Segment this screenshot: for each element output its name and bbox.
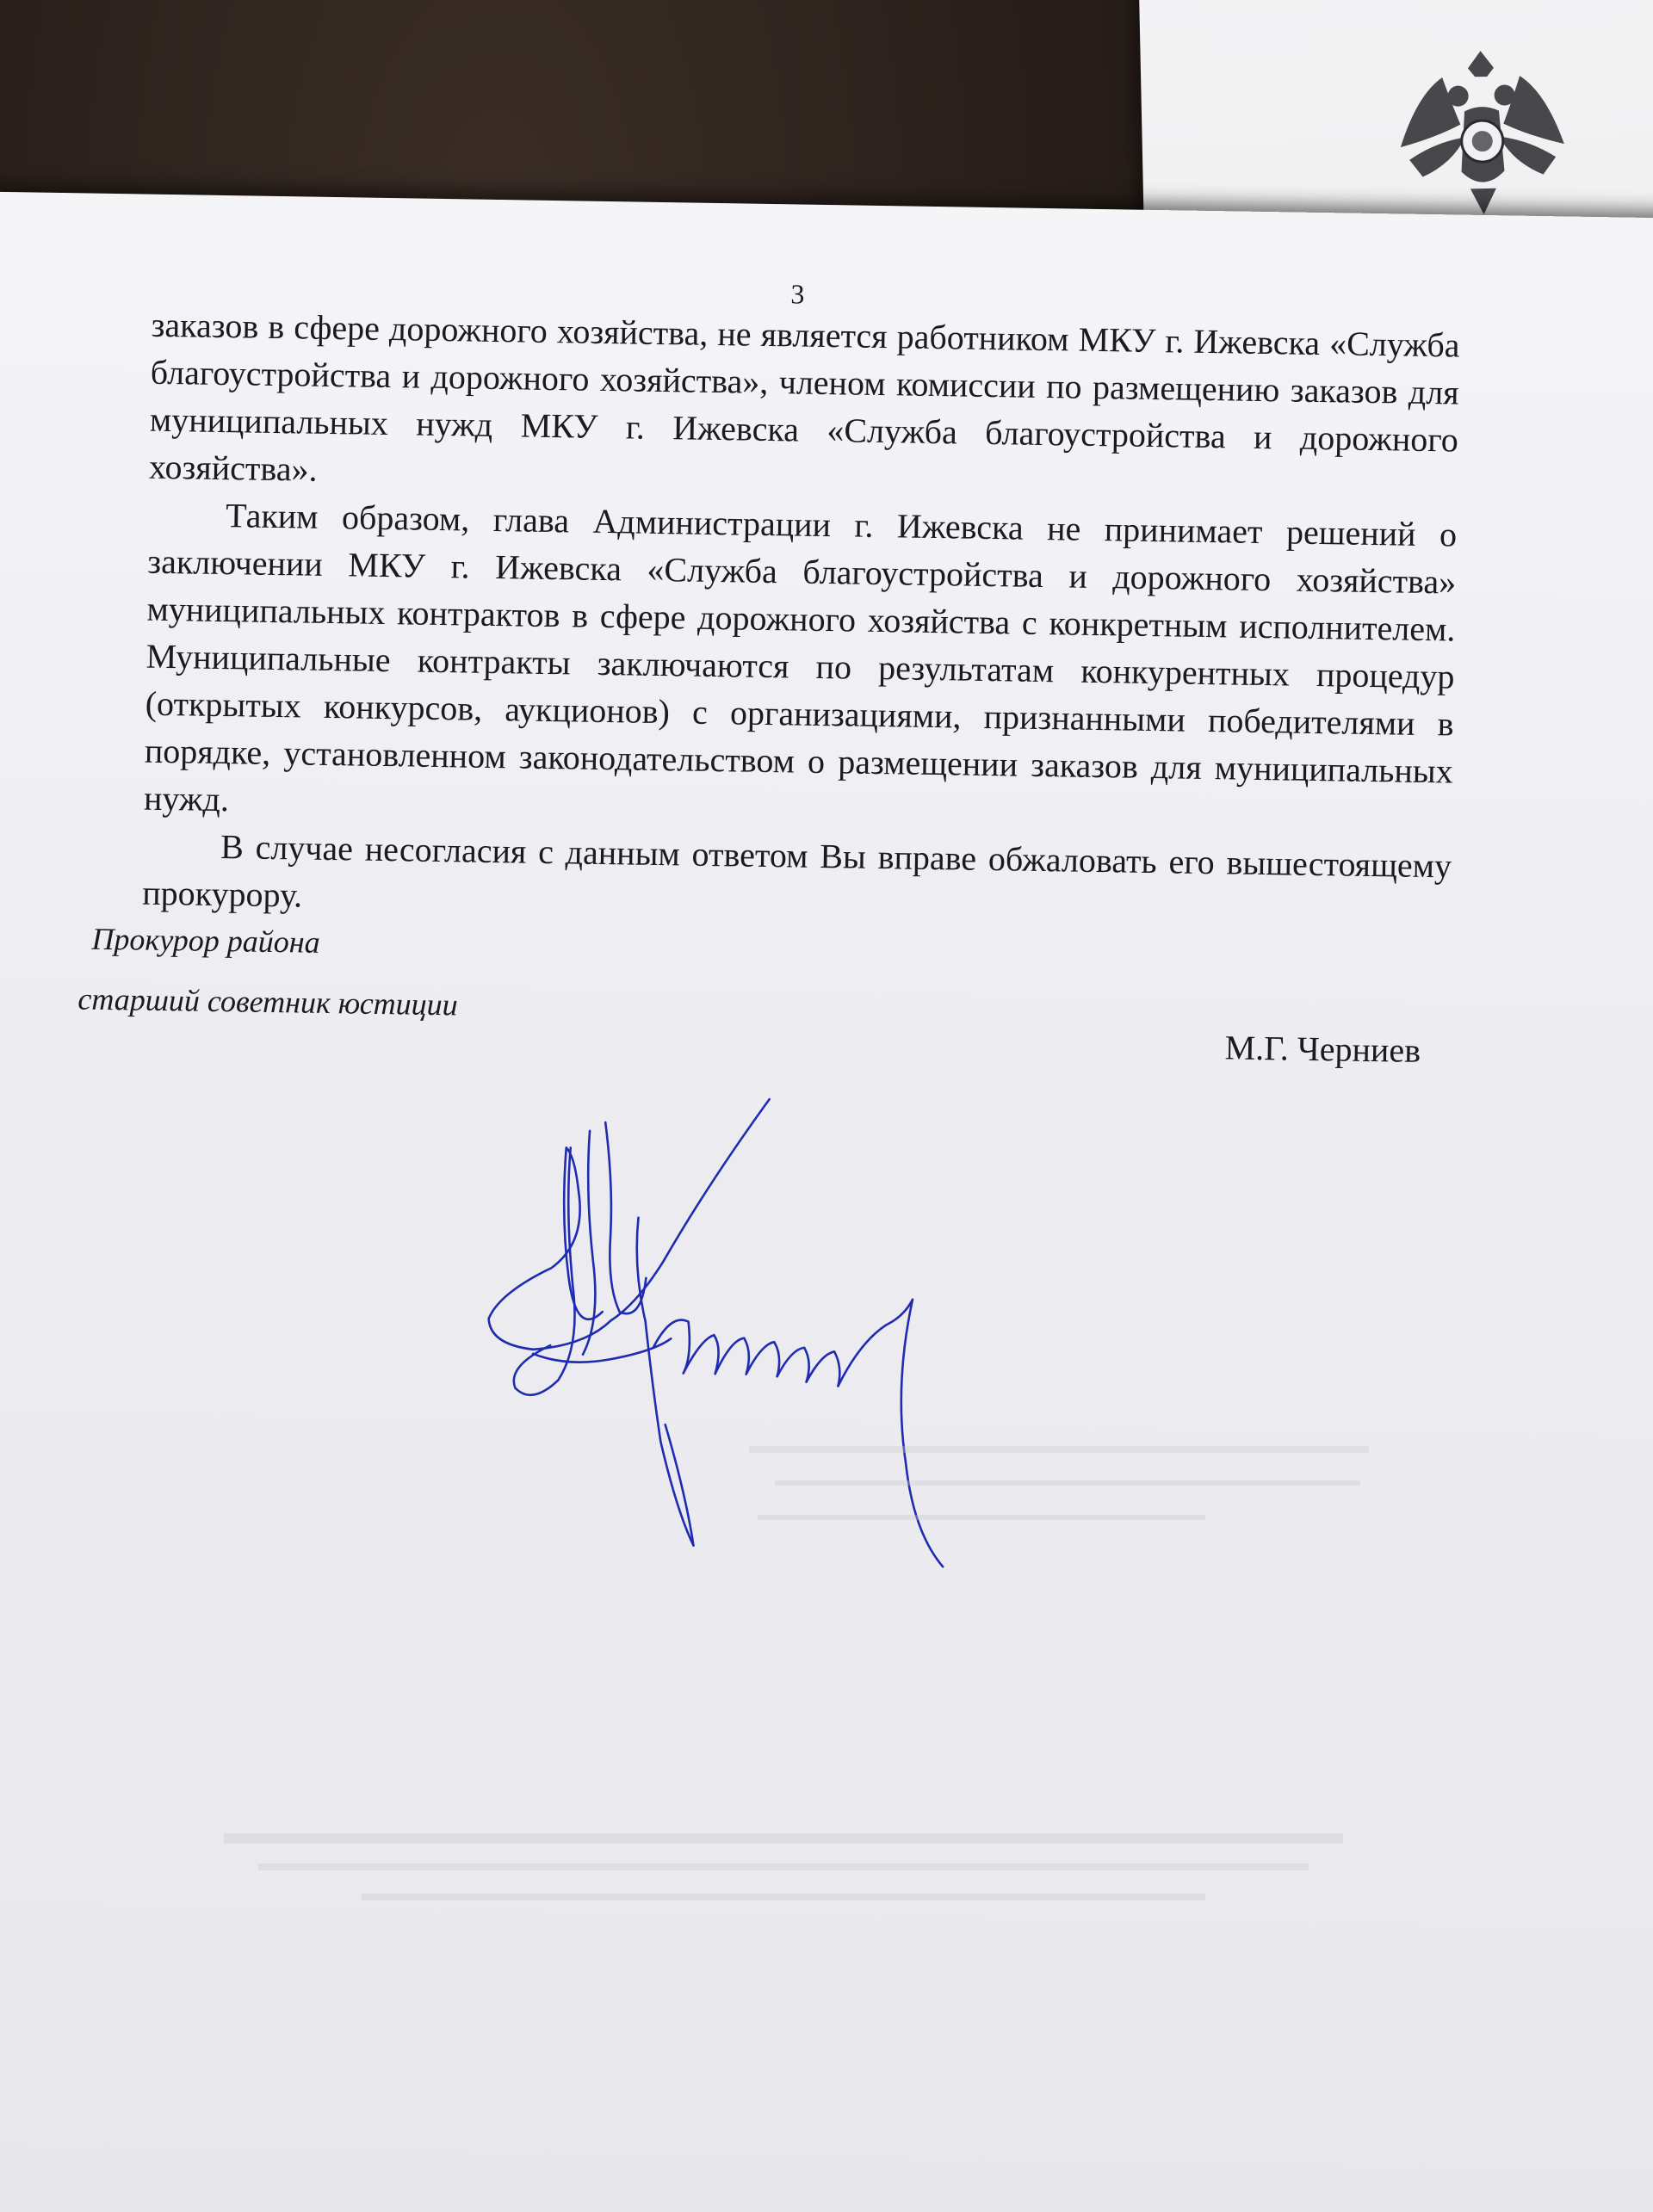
document-body [142, 301, 1460, 937]
signer-position: Прокурор района [91, 921, 320, 960]
paragraph-1: заказов в сфере дорожного хозяйства, не является работником МКУ г. Ижевска «Служба благоустройства и дорожного хозяйства», членом комиссии по размещению заказов для муниципальных нужд МКУ г. Ижевска «Служба благоустройства и дорожного хозяйства». [148, 305, 1460, 489]
page-number: 3 [790, 278, 805, 310]
handwritten-signature [478, 1060, 1106, 1603]
document-page [0, 191, 1653, 2212]
signer-name: М.Г. Черниев [1224, 1028, 1421, 1070]
paragraph-3: В случае несогласия с данным ответом Вы вправе обжаловать его вышестоящему прокурору. [141, 827, 1452, 915]
paragraph-2: Таким образом, глава Администрации г. Ижевска не принимает решений о заключении МКУ г. Ижевска «Служба благоустройства и дорожного хозяйства» муниципальных контрактов в сфере дорожного хозяйства с конкретным исполнителем. Муниципальные контракты заключаются по результатам конкурентных процедур (открытых конкурсов, аукционов) с организациями, признанными победителями в порядке, установленном законодательством о размещении заказов для муниципальных нужд. [143, 496, 1458, 819]
signer-rank: старший советник юстиции [77, 981, 459, 1023]
double-headed-eagle-emblem-icon [1381, 40, 1583, 234]
